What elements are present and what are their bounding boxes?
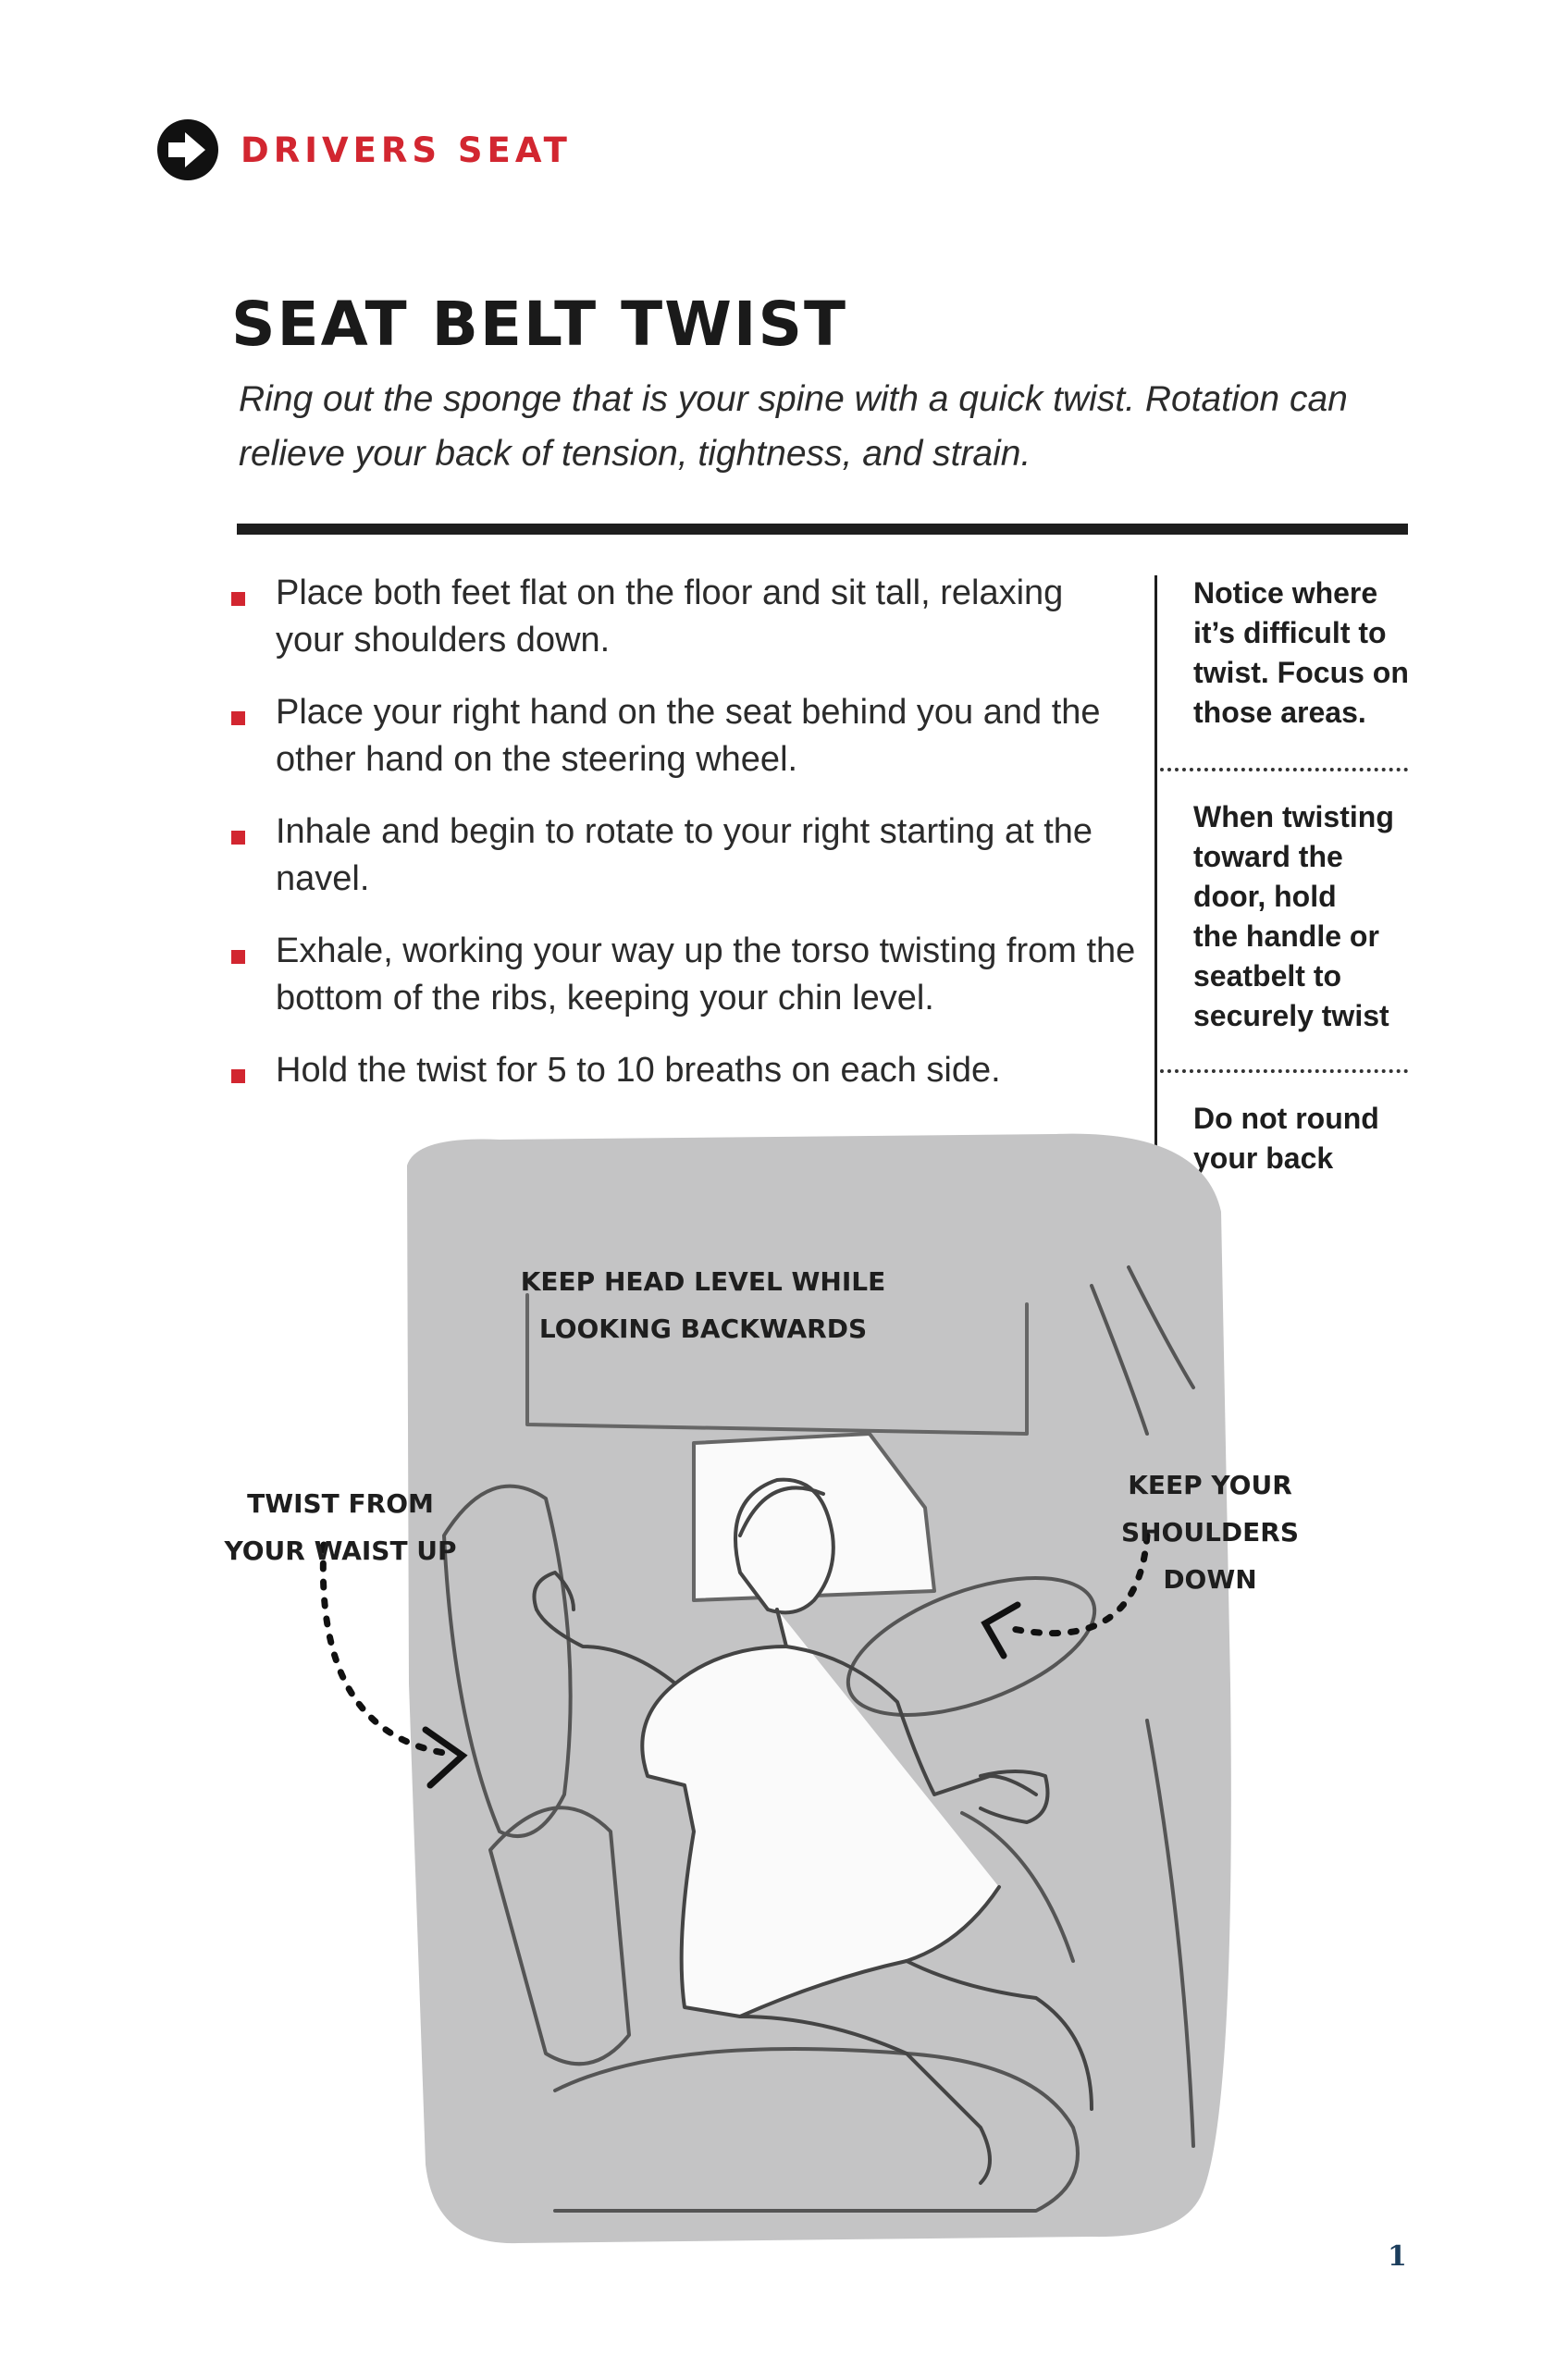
step-item bbox=[229, 928, 1136, 1022]
step-item bbox=[229, 1047, 1136, 1094]
bullet-icon bbox=[231, 592, 245, 606]
step-text: Exhale, working your way up the torso twisting from the bottom of the ribs, keeping your chin level. bbox=[276, 931, 1136, 1018]
step-text: Inhale and begin to rotate to your right starting at the navel. bbox=[276, 812, 1093, 898]
sidebar-divider bbox=[1154, 575, 1157, 1177]
callout-shoulders-down: KEEP YOUR SHOULDERS DOWN bbox=[1120, 1470, 1300, 1595]
tip-notice: Notice where it’s difficult to twist. Focus on those areas. bbox=[1193, 576, 1409, 729]
tip-round-back: Do not round your back bbox=[1193, 1102, 1379, 1175]
callout-twist-waist: TWIST FROM YOUR WAIST UP bbox=[224, 1488, 457, 1566]
heading-rule bbox=[237, 524, 1408, 535]
intro-text: Ring out the sponge that is your spine with a quick twist. Rotation can relieve your back of tension, tightness, and strain. bbox=[239, 379, 1348, 474]
callout-head-level: KEEP HEAD LEVEL WHILE LOOKING BACKWARDS bbox=[520, 1266, 886, 1344]
step-text: Place your right hand on the seat behind you and the other hand on the steering wheel. bbox=[276, 693, 1101, 779]
section-header bbox=[155, 115, 572, 185]
arrow-right-circle-icon bbox=[155, 117, 220, 182]
tip-divider bbox=[1160, 768, 1408, 771]
step-item bbox=[229, 570, 1136, 664]
tip-divider bbox=[1160, 1069, 1408, 1073]
step-item bbox=[229, 808, 1136, 903]
step-text: Hold the twist for 5 to 10 breaths on each side. bbox=[276, 1051, 1001, 1090]
page-title: SEAT BELT TWIST bbox=[231, 289, 848, 360]
bullet-icon bbox=[231, 831, 245, 845]
bullet-icon bbox=[231, 950, 245, 964]
steps-list bbox=[229, 570, 1136, 1119]
bullet-icon bbox=[231, 1069, 245, 1083]
step-item bbox=[229, 689, 1136, 783]
section-label: DRIVERS SEAT bbox=[241, 130, 572, 170]
step-text: Place both feet flat on the floor and sit tall, relaxing your shoulders down. bbox=[276, 574, 1064, 660]
tip-door-handle: When twisting toward the door, hold the handle or seatbelt to securely twist bbox=[1193, 800, 1394, 1032]
bullet-icon bbox=[231, 711, 245, 725]
page-number: 1 bbox=[1388, 2240, 1407, 2273]
